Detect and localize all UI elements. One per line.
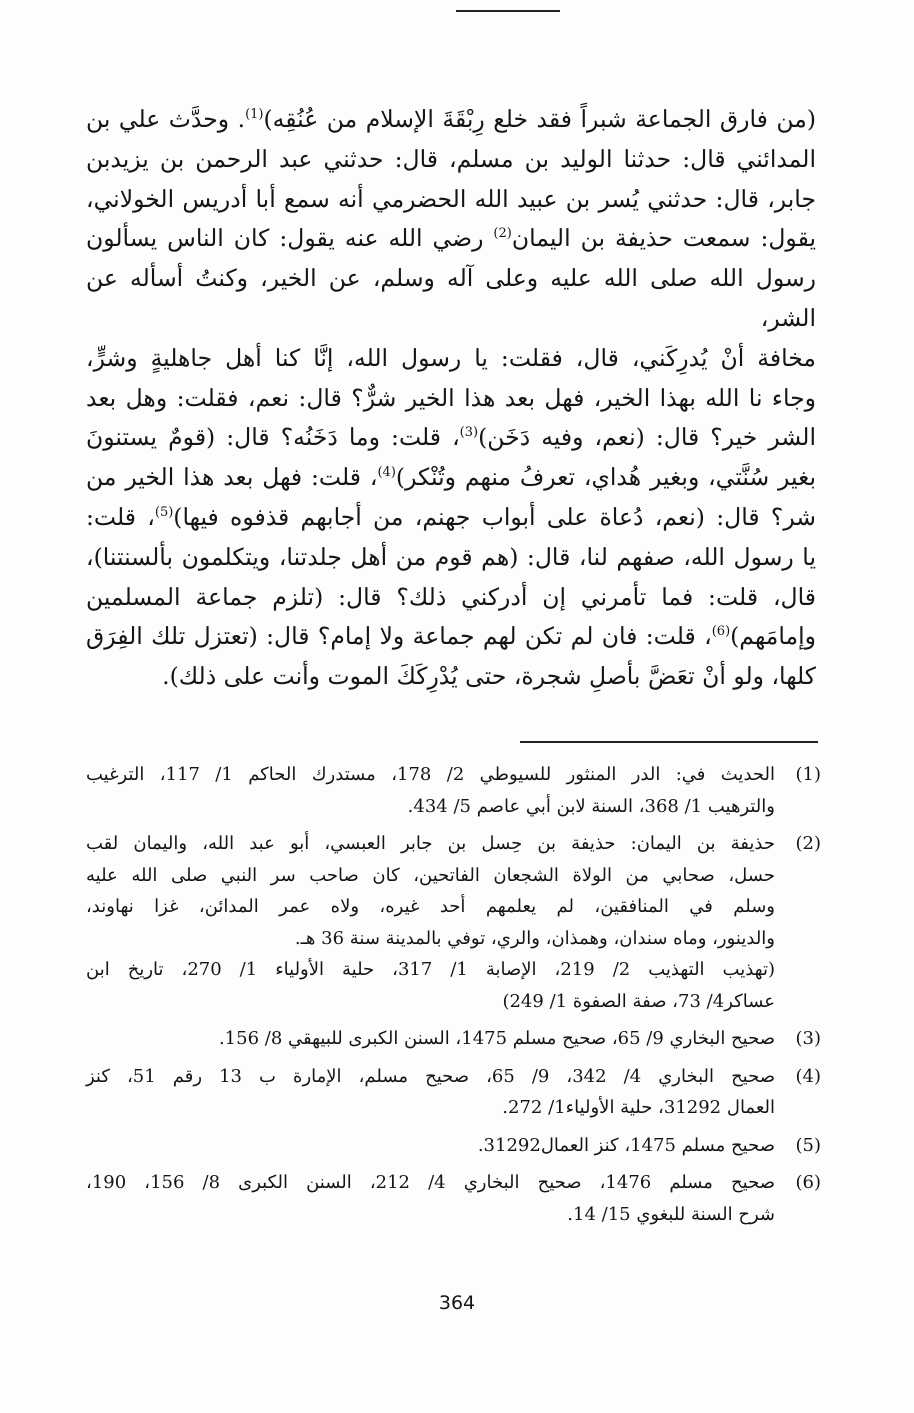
footnote-text bbox=[86, 759, 775, 822]
text-line: مخافة أنْ يُدرِكَني، قال، فقلت: يا رسول الله، إنَّا كنا أهل جاهليةٍ وشرٍّ، bbox=[86, 343, 816, 372]
footnote-number: (6) bbox=[795, 1172, 821, 1193]
footnote-line: صحيح مسلم 1475، كنز العمال31292. bbox=[477, 1134, 775, 1156]
text-line: وجاء نا الله بهذا الخير، فهل بعد هذا الخير شرٌّ؟ قال: نعم، فقلت: وهل بعد bbox=[86, 383, 816, 412]
text-line: شر؟ قال: (نعم، دُعاة على أبواب جهنم، من أجابهم قذفوه فيها)$^{(5)}$، قلت: bbox=[86, 502, 816, 531]
footnote-line: وسلم في المنافقين، لم يعلمهم أحد غيره، ولاه عمر المدائن، غزا نهاوند، bbox=[86, 896, 775, 917]
page-number: 364 bbox=[438, 1292, 476, 1314]
text-line: رسول الله صلى الله عليه وعلى آله وسلم، عن الخير، وكنتُ أسأله عن الشر، bbox=[86, 264, 816, 332]
footnote-text bbox=[86, 1167, 775, 1230]
text-line: قال، قلت: فما تأمرني إن أدركني ذلك؟ قال: (تلزم جماعة المسلمين bbox=[86, 582, 816, 611]
footnote-line: شرح السنة للبغوي 15/ 14. bbox=[567, 1203, 775, 1225]
footnote-line: صحيح البخاري 9/ 65، صحيح مسلم 1475، السنن الكبرى للبيهقي 8/ 156. bbox=[218, 1028, 775, 1049]
footnote-line: الحديث في: الدر المنثور للسيوطي 2/ 178، مستدرك الحاكم 1/ 117، الترغيب bbox=[86, 764, 775, 785]
footnote-3 bbox=[86, 1023, 821, 1055]
footnote-line: عساكر4/ 73، صفة الصفوة 1/ 249) bbox=[502, 990, 775, 1012]
top-rule bbox=[456, 10, 560, 12]
footnote-text bbox=[86, 1130, 775, 1162]
footnote-line: (تهذيب التهذيب 2/ 219، الإصابة 1/ 317، حلية الأولياء 1/ 270، تاريخ ابن bbox=[86, 959, 776, 980]
footnote-2 bbox=[86, 828, 821, 1017]
text-line: (من فارق الجماعة شبراً فقد خلع رِبْقَةَ الإسلام من عُنُقِه)$^{(1)}$. وحدَّث علي بن bbox=[86, 105, 816, 133]
footnote-text bbox=[86, 1023, 775, 1055]
footnote-number: (2) bbox=[795, 833, 821, 854]
footnote-line: العمال 31292، حلية الأولياء1/ 272. bbox=[502, 1097, 775, 1118]
text-line: يقول: سمعت حذيفة بن اليمان$^{(2)}$ رضي الله عنه يقول: كان الناس يسألون bbox=[86, 224, 817, 253]
footnote-1 bbox=[86, 759, 821, 822]
text-line: الشر خير؟ قال: (نعم، وفيه دَخَن)$^{(3)}$، قلت: وما دَخَنُه؟ قال: (قومٌ يستنونَ bbox=[86, 423, 816, 452]
footnote-ref: (6) bbox=[711, 624, 731, 640]
paragraph bbox=[86, 100, 816, 697]
footnote-number: (1) bbox=[795, 764, 821, 785]
footnote-6 bbox=[86, 1167, 821, 1230]
footnotes bbox=[86, 759, 821, 1236]
footnote-line: والترهيب 1/ 368، السنة لابن أبي عاصم 5/ 434. bbox=[407, 795, 775, 817]
footnote-ref: (3) bbox=[459, 425, 479, 441]
footnote-ref: (5) bbox=[154, 505, 174, 521]
footnote-number: (5) bbox=[795, 1134, 821, 1156]
footnote-separator bbox=[520, 741, 818, 743]
footnote-ref: (4) bbox=[377, 465, 396, 481]
footnote-line: حسل، صحابي من الولاة الشجعان الفاتحين، كان صاحب سر النبي صلى الله عليه bbox=[86, 864, 775, 886]
footnote-line: صحيح البخاري 4/ 342، 9/ 65، صحيح مسلم، الإمارة ب 13 رقم 51، كنز bbox=[86, 1065, 776, 1087]
text-line: المدائني قال: حدثنا الوليد بن مسلم، قال: حدثني عبد الرحمن بن يزيدبن bbox=[86, 144, 816, 173]
footnote-line: والدينور، وماه سندان، وهمذان، والري، توفي بالمدينة سنة 36 هـ. bbox=[294, 927, 775, 949]
footnote-ref: (2) bbox=[493, 226, 512, 242]
footnote-5 bbox=[86, 1130, 821, 1162]
text-line: يا رسول الله، صفهم لنا، قال: (هم قوم من أهل جلدتنا، ويتكلمون بألسنتنا)، bbox=[86, 542, 816, 571]
text-line: كلها، ولو أنْ تعَضَّ بأصلِ شجرة، حتى يُدْرِكَكَ الموت وأنت على ذلك). bbox=[162, 662, 816, 691]
text-line: بغير سُنَّتي، وبغير هُداي، تعرفُ منهم وتُنْكر)$^{(4)}$، قلت: فهل بعد هذا الخير من bbox=[86, 463, 816, 492]
main-text bbox=[86, 100, 816, 697]
footnote-line: حذيفة بن اليمان: حذيفة بن حِسل بن جابر العبسي، أبو عبد الله، واليمان لقب bbox=[86, 833, 775, 854]
footnote-text bbox=[86, 1061, 775, 1124]
text-line: وإمامَهم)$^{(6)}$، قلت: فان لم تكن لهم جماعة ولا إمام؟ قال: (تعتزل تلك الفِرَق bbox=[86, 622, 816, 651]
footnote-number: (4) bbox=[795, 1065, 821, 1087]
footnote-line: صحيح مسلم 1476، صحيح البخاري 4/ 212، السنن الكبرى 8/ 156، 190، bbox=[86, 1172, 775, 1193]
footnote-ref: (1) bbox=[245, 107, 264, 123]
footnote-4 bbox=[86, 1061, 821, 1124]
footnote-number: (3) bbox=[795, 1028, 821, 1049]
footnote-text bbox=[86, 828, 775, 1017]
text-line: جابر، قال: حدثني يُسر بن عبيد الله الحضرمي أنه سمع أبا أدريس الخولاني، bbox=[86, 184, 816, 213]
